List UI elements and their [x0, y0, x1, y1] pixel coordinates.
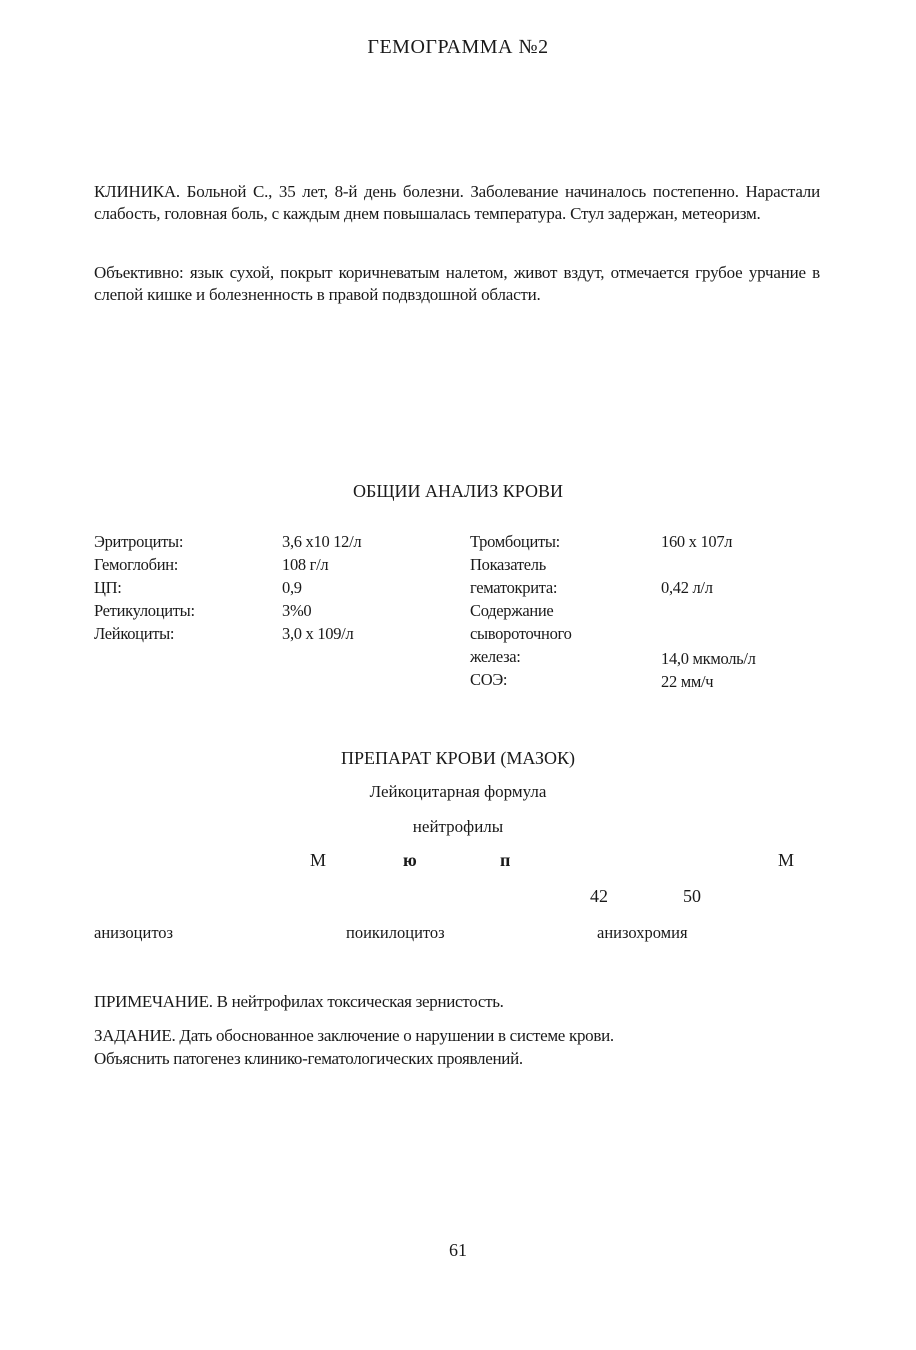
objective-paragraph: Объективно: язык сухой, покрыт коричневатым налетом, живот вздут, отмечается грубое урчание в слепой кишке и болезненность в правой подвздошной области.	[94, 263, 820, 304]
esr-value: 22 мм/ч	[661, 672, 714, 691]
hematocrit-value: 0,42 л/л	[661, 578, 713, 597]
iron-value: 14,0 мкмоль/л	[661, 649, 756, 668]
smear-title: ПРЕПАРАТ КРОВИ (МАЗОК)	[341, 748, 575, 768]
platelets-label: Тромбоциты:	[470, 532, 560, 551]
hematocrit-label-line2: гематокрита:	[470, 578, 558, 597]
morphology-anisochromia: анизохромия	[597, 923, 688, 942]
hematocrit-label-line1: Показатель	[470, 555, 546, 574]
platelets-value: 160 х 107л	[661, 532, 733, 551]
clinic-paragraph: КЛИНИКА. Больной С., 35 лет, 8-й день болезни. Заболевание начиналось постепенно. Нарастали слабость, головная боль, с каждым днем повышалась температура. Стул задержан, метеоризм.	[94, 182, 820, 223]
esr-label: СОЭ:	[470, 670, 508, 689]
hemoglobin-label: Гемоглобин:	[94, 555, 179, 574]
leukocyte-formula-title: Лейкоцитарная формула	[369, 782, 547, 801]
formula-value-segmented: 42	[590, 886, 608, 906]
iron-label-line3: железа:	[470, 647, 521, 666]
column-myelocytes: М	[310, 850, 327, 870]
column-band: п	[500, 850, 511, 870]
task-line-1: ЗАДАНИЕ. Дать обоснованное заключение о нарушении в системе крови.	[94, 1026, 614, 1045]
iron-label-line2: сывороточного	[470, 624, 572, 643]
leukocytes-value: 3,0 х 109/л	[282, 624, 354, 643]
reticulocytes-label: Ретикулоциты:	[94, 601, 195, 620]
page-number: 61	[449, 1240, 467, 1260]
column-monocytes: М	[778, 850, 795, 870]
reticulocytes-value: 3%0	[282, 601, 312, 620]
iron-label-line1: Содержание	[470, 601, 554, 620]
column-metamyelocytes: ю	[403, 850, 417, 870]
erythrocytes-label: Эритроциты:	[94, 532, 184, 551]
erythrocytes-value: 3,6 х10 12/л	[282, 532, 362, 551]
neutrophils-title: нейтрофилы	[412, 817, 504, 836]
color-index-value: 0,9	[282, 578, 302, 597]
page-title: ГЕМОГРАММА №2	[367, 36, 549, 58]
leukocytes-label: Лейкоциты:	[94, 624, 175, 643]
hemoglobin-value: 108 г/л	[282, 555, 329, 574]
task-line-2: Объяснить патогенез клинико-гематологических проявлений.	[94, 1049, 523, 1068]
color-index-label: ЦП:	[94, 578, 122, 597]
note-text: ПРИМЕЧАНИЕ. В нейтрофилах токсическая зернистость.	[94, 992, 504, 1011]
blood-analysis-title: ОБЩИИ АНАЛИЗ КРОВИ	[353, 481, 563, 501]
morphology-anisocytosis: анизоцитоз	[94, 923, 174, 942]
formula-value-lymphocytes: 50	[683, 886, 701, 906]
morphology-poikilocytosis: поикилоцитоз	[346, 923, 445, 942]
